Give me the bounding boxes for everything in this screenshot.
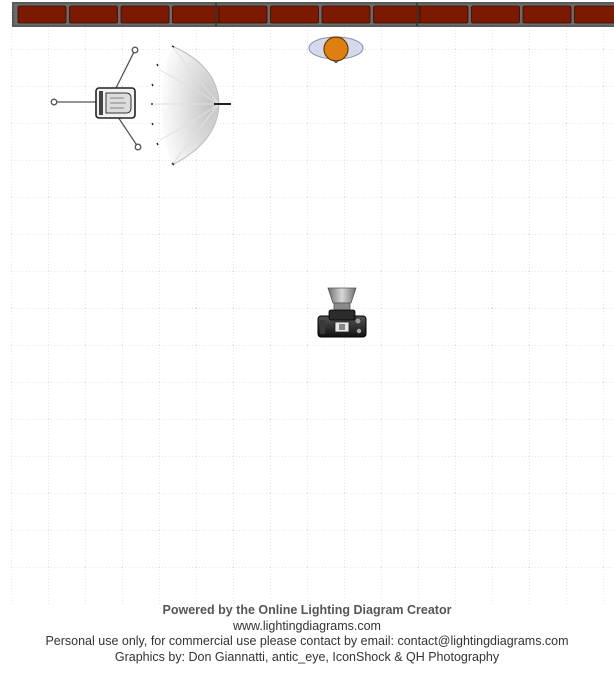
brick xyxy=(523,6,571,23)
brick xyxy=(420,6,468,23)
credits-text: Graphics by: Don Giannatti, antic_eye, IconShock & QH Photography xyxy=(114,649,500,664)
diagram-footer xyxy=(0,603,614,665)
camera-lens xyxy=(328,288,356,303)
brick-wall[interactable] xyxy=(12,2,614,27)
brick xyxy=(219,6,267,23)
brick xyxy=(173,6,221,23)
brick xyxy=(374,6,422,23)
subject-head xyxy=(324,37,348,61)
brick xyxy=(18,6,66,23)
brick xyxy=(575,6,614,23)
brick xyxy=(472,6,520,23)
brick xyxy=(121,6,169,23)
strobe-head xyxy=(96,88,135,118)
brick xyxy=(70,6,118,23)
license-text: Personal use only, for commercial use please contact by email: contact@lightingdiagrams.com xyxy=(45,634,569,648)
powered-by-text: Powered by the Online Lighting Diagram Creator xyxy=(162,603,452,617)
brick xyxy=(322,6,370,23)
brick xyxy=(271,6,319,23)
website-link[interactable]: www.lightingdiagrams.com xyxy=(233,618,381,633)
